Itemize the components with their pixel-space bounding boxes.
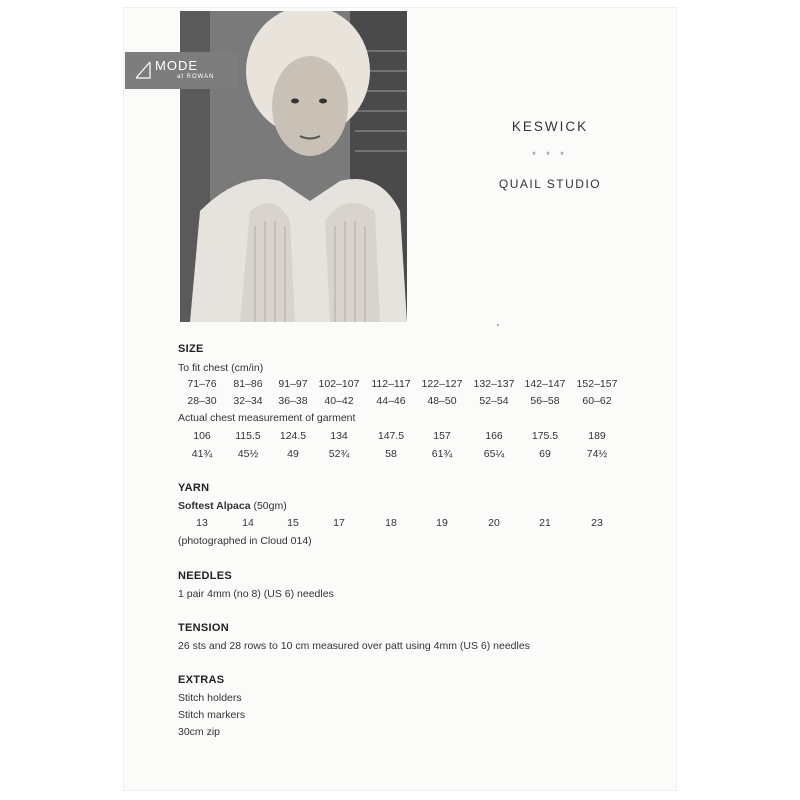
size-cell: 102–107	[318, 378, 360, 390]
ball-count: 19	[436, 517, 448, 529]
size-cell: 48–50	[427, 395, 457, 407]
tension-text: 26 sts and 28 rows to 10 cm measured over patt using 4mm (US 6) needles	[178, 640, 530, 652]
size-cell: 74½	[586, 448, 608, 460]
ball-count: 13	[196, 517, 208, 529]
size-cell: 41¾	[191, 448, 213, 460]
size-cell: 58	[385, 448, 397, 460]
size-cell: 44–46	[376, 395, 406, 407]
size-cell: 175.5	[531, 430, 559, 442]
actual-chest-label: Actual chest measurement of garment	[178, 412, 356, 424]
size-cell: 49	[287, 448, 299, 460]
extras-item: Stitch markers	[178, 709, 246, 721]
ball-count: 23	[591, 517, 603, 529]
size-cell: 65¼	[483, 448, 505, 460]
size-cell: 91–97	[278, 378, 308, 390]
size-cell: 36–38	[278, 395, 308, 407]
size-cell: 81–86	[233, 378, 263, 390]
size-cell: 40–42	[324, 395, 354, 407]
size-cell: 28–30	[187, 395, 217, 407]
page-speck	[497, 324, 499, 326]
size-cell: 69	[539, 448, 551, 460]
designer-name: QUAIL STUDIO	[498, 177, 602, 191]
ball-count: 15	[287, 517, 299, 529]
yarn-weight: (50gm)	[250, 500, 287, 512]
size-cell: 56–58	[530, 395, 560, 407]
brand-logo	[125, 52, 238, 89]
needles-heading: NEEDLES	[178, 570, 233, 582]
pattern-title: KESWICK	[511, 119, 589, 134]
size-cell: 45½	[237, 448, 259, 460]
extras-item: Stitch holders	[178, 692, 242, 704]
chest-label: To fit chest (cm/in)	[178, 362, 264, 374]
size-cell: 189	[588, 430, 606, 442]
yarn-name	[178, 500, 287, 512]
ball-count: 18	[385, 517, 397, 529]
size-cell: 134	[330, 430, 348, 442]
logo-mark-icon	[135, 61, 151, 79]
ball-count: 14	[242, 517, 254, 529]
size-cell: 142–147	[524, 378, 566, 390]
size-cell: 112–117	[371, 378, 411, 390]
size-cell: 152–157	[576, 378, 618, 390]
title-ornament: * * *	[532, 150, 568, 160]
needles-text: 1 pair 4mm (no 8) (US 6) needles	[178, 588, 334, 600]
ball-count: 21	[539, 517, 551, 529]
size-cell: 106	[193, 430, 211, 442]
size-cell: 32–34	[233, 395, 263, 407]
logo-sub: at ROWAN	[177, 74, 215, 80]
size-cell: 132–137	[473, 378, 515, 390]
size-cell: 52–54	[479, 395, 509, 407]
size-heading: SIZE	[178, 343, 204, 355]
tension-heading: TENSION	[178, 622, 229, 634]
extras-item: 30cm zip	[178, 726, 221, 738]
size-cell: 61¾	[431, 448, 453, 460]
size-cell: 124.5	[279, 430, 307, 442]
yarn-note: (photographed in Cloud 014)	[178, 535, 312, 547]
extras-heading: EXTRAS	[178, 674, 225, 686]
yarn-brand: Softest Alpaca	[178, 500, 251, 512]
size-cell: 122–127	[421, 378, 463, 390]
ball-count: 20	[488, 517, 500, 529]
size-cell: 147.5	[377, 430, 405, 442]
size-cell: 157	[433, 430, 451, 442]
size-cell: 71–76	[187, 378, 217, 390]
ball-count: 17	[333, 517, 345, 529]
size-cell: 60–62	[582, 395, 612, 407]
size-cell: 52¾	[328, 448, 350, 460]
yarn-heading: YARN	[178, 482, 210, 494]
size-cell: 115.5	[235, 430, 261, 442]
size-cell: 166	[485, 430, 503, 442]
logo-word: MODE	[155, 58, 198, 73]
